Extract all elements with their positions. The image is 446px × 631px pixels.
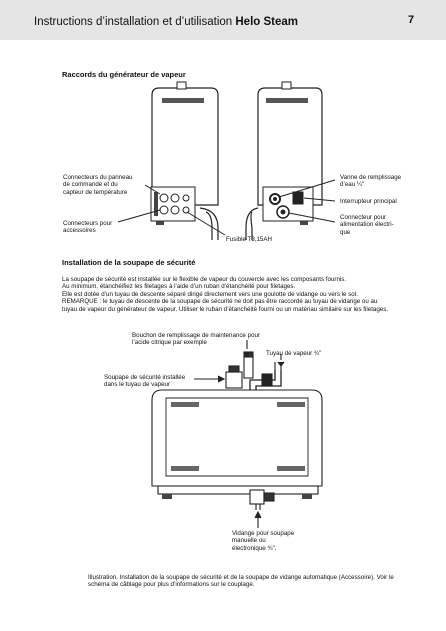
safety-valve-body <box>226 372 242 388</box>
generator-foot-right <box>302 494 312 499</box>
label-panel-connectors: Connecteurs du panneau de commande et du capteur de température <box>63 174 133 196</box>
drain-valve-body <box>250 490 264 504</box>
header-title-product: Helo Steam <box>235 16 299 28</box>
drain-pipe <box>256 504 260 510</box>
label-power-connector: Connecteur pour alimentation électri- que <box>340 214 394 236</box>
generator-front-panel <box>166 398 308 476</box>
section-heading-connections: Raccords du générateur de vapeur <box>62 70 186 79</box>
vent-top-right <box>277 402 305 407</box>
label-steam-pipe: Tuyau de vapeur ¾" <box>266 350 322 357</box>
illustration-caption: Illustration. Installation de la soupape de sécurité et de la soupape de vidange automatique (Accessoire). Voir le schéma de câblage pour plus d’informations sur le couplage. <box>88 574 394 589</box>
label-safety-valve: Soupape de sécurité installée dans le tuyau de vapeur <box>104 374 186 389</box>
label-drain: Vidange pour soupape manuelle ou électronique ¾". <box>232 530 295 552</box>
vent-bottom-right <box>277 466 305 471</box>
maintenance-plug <box>244 356 253 378</box>
label-fill-valve: Vanne de remplissage d’eau ¼" <box>340 174 402 189</box>
generator-foot-left <box>162 494 172 499</box>
safety-valve-paragraph: La soupape de sécurité est installée sur le flexible de vapeur du couvercle avec les composants fournis. Au minimum, étanchéifiez les filetages à l’aide d’un ruban d’étanchéité pour filetages. Elle est dotée d’un tuyau de descente séparé dirigé directement vers une goulotte de vidange ou vers le sol. REMARQUE : le tuyau de descente de la soupape de sécurité ne doit pas être raccordé au tuyau de vidange ou au tuyau de vapeur du générateur de vapeur. Utiliser le ruban d’étanchéité fourni ou un matériau similaire sur les filetages. <box>62 276 389 313</box>
label-main-switch: Interrupteur principal <box>340 198 397 205</box>
section-heading-safety-valve: Installation de la soupape de sécurité <box>62 258 196 267</box>
label-accessory-connectors: Connecteurs pour accessoires <box>63 220 113 235</box>
vent-top-left <box>171 402 199 407</box>
vent-bottom-left <box>171 466 199 471</box>
generator-base <box>158 486 318 494</box>
label-fuse: Fusible T3,15AH <box>226 236 272 243</box>
page-number: 7 <box>408 14 415 26</box>
safety-valve-cap <box>229 366 239 372</box>
header-title-prefix: Instructions d’installation et d’utilisation <box>34 16 233 28</box>
steam-coupling <box>262 374 272 386</box>
label-maintenance-plug: Bouchon de remplissage de maintenance pour l’acide citrique par exemple <box>132 332 260 347</box>
